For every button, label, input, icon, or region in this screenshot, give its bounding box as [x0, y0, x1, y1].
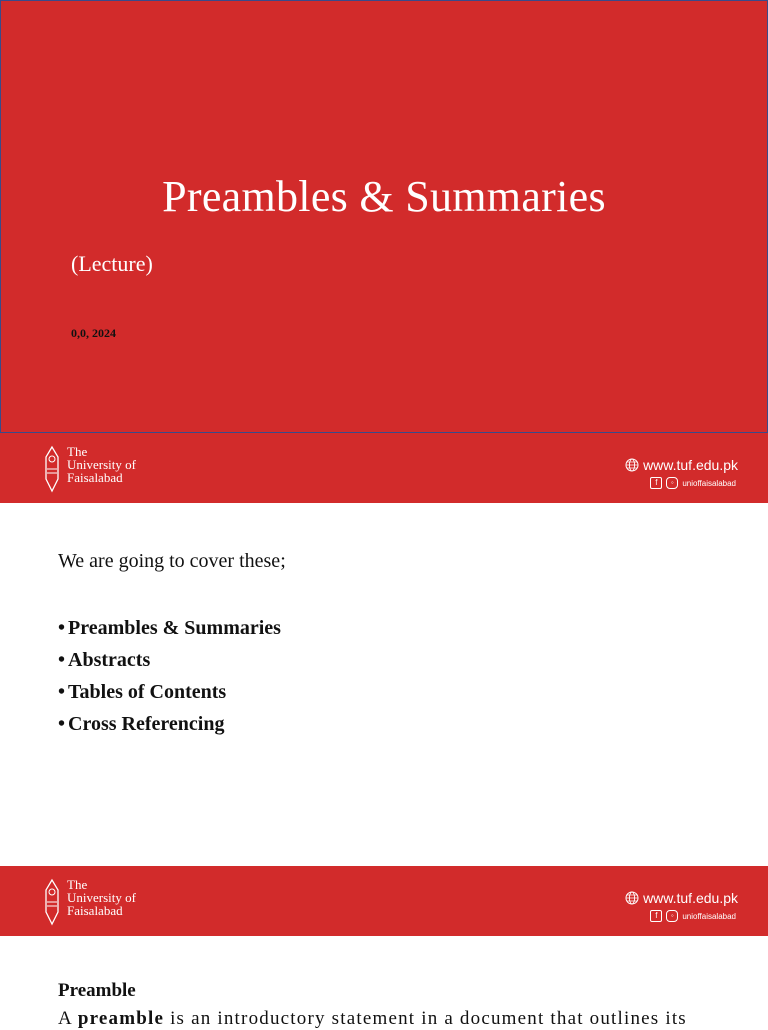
university-logo — [40, 445, 150, 493]
website-text: www.tuf.edu.pk — [643, 890, 738, 906]
instagram-icon[interactable]: ◦ — [666, 477, 678, 489]
social-links — [650, 477, 736, 489]
pen-crest-icon — [40, 445, 64, 495]
website-link[interactable] — [625, 457, 738, 473]
section-paragraph: A preamble is an introductory statement in a document that outlines its — [58, 1008, 687, 1029]
social-handle: unioffaisalabad — [682, 478, 736, 488]
footer-band — [0, 866, 768, 936]
intro-text: We are going to cover these; — [58, 550, 286, 572]
website-link[interactable] — [625, 890, 738, 906]
social-links — [650, 910, 736, 922]
logo-text-line3: Faisalabad — [67, 470, 123, 485]
globe-icon — [625, 458, 639, 472]
list-item: • Tables of Contents — [58, 681, 227, 703]
logo-text-line1: The — [67, 877, 88, 892]
slide-date: 0,0, 2024 — [71, 326, 116, 340]
bold-term: preamble — [77, 1008, 165, 1029]
university-logo — [40, 878, 150, 926]
social-handle: unioffaisalabad — [682, 911, 736, 921]
facebook-icon[interactable]: f — [650, 477, 662, 489]
list-item: • Abstracts — [58, 649, 151, 671]
logo-text-line3: Faisalabad — [67, 903, 123, 918]
section-heading: Preamble — [58, 980, 136, 1001]
list-item: • Cross Referencing — [58, 713, 225, 735]
slide-title: Preambles & Summaries — [162, 172, 606, 221]
footer-band — [0, 433, 768, 503]
slide-subtitle: (Lecture) — [71, 251, 153, 276]
logo-text-line2: University of — [67, 457, 136, 472]
title-slide — [0, 0, 768, 433]
logo-text-line1: The — [67, 444, 88, 459]
website-text: www.tuf.edu.pk — [643, 457, 738, 473]
instagram-icon[interactable]: ◦ — [666, 910, 678, 922]
pen-crest-icon — [40, 878, 64, 928]
facebook-icon[interactable]: f — [650, 910, 662, 922]
list-item: • Preambles & Summaries — [58, 617, 281, 639]
globe-icon — [625, 891, 639, 905]
logo-text-line2: University of — [67, 890, 136, 905]
topic-list — [58, 614, 281, 742]
